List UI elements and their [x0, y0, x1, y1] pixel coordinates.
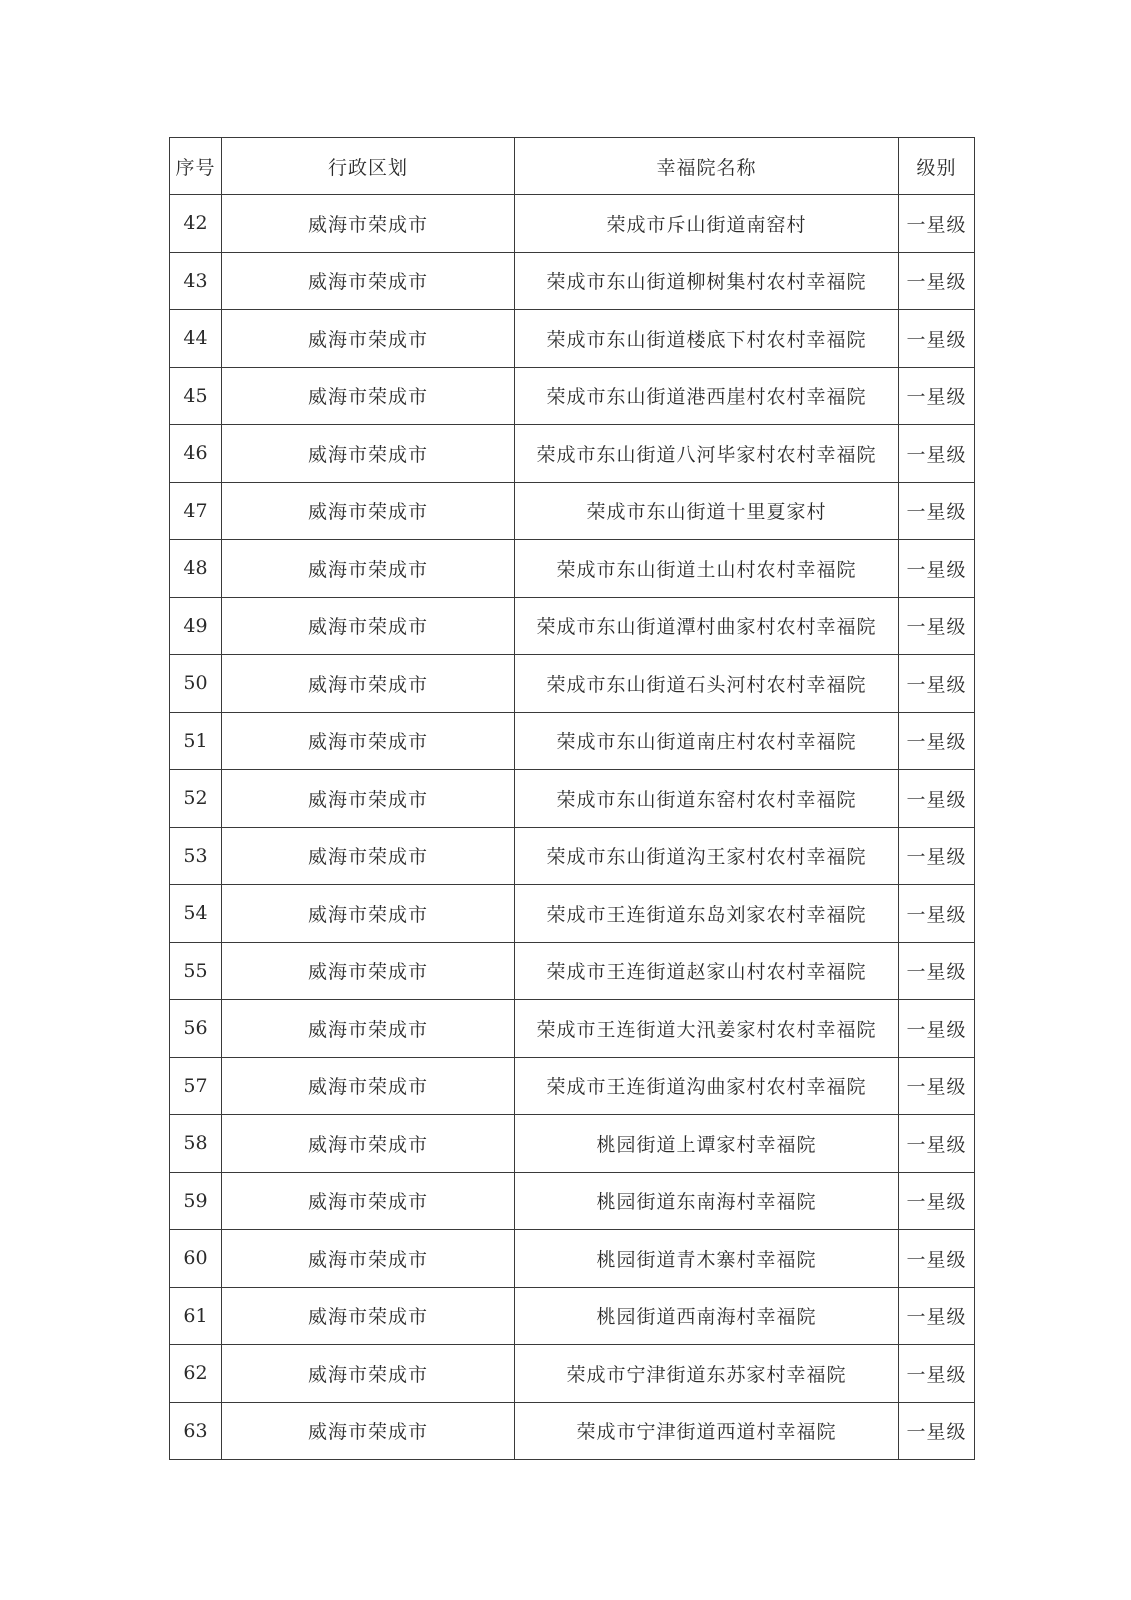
- table-row: [170, 195, 975, 253]
- cell-num: 58: [170, 1115, 222, 1173]
- cell-name: 荣成市王连街道赵家山村农村幸福院: [515, 942, 899, 1000]
- table-row: [170, 1345, 975, 1403]
- cell-name: 桃园街道东南海村幸福院: [515, 1172, 899, 1230]
- cell-level: 一星级: [899, 1402, 975, 1460]
- cell-num: 51: [170, 712, 222, 770]
- cell-num: 48: [170, 540, 222, 598]
- cell-level: 一星级: [899, 425, 975, 483]
- cell-region: 威海市荣成市: [222, 885, 515, 943]
- cell-name: 荣成市东山街道潭村曲家村农村幸福院: [515, 597, 899, 655]
- cell-name: 荣成市斥山街道南窑村: [515, 195, 899, 253]
- cell-region: 威海市荣成市: [222, 827, 515, 885]
- cell-region: 威海市荣成市: [222, 1172, 515, 1230]
- header-name: 幸福院名称: [515, 138, 899, 195]
- table-body: [170, 195, 975, 1460]
- table-row: [170, 1000, 975, 1058]
- table-row: [170, 425, 975, 483]
- table-row: [170, 367, 975, 425]
- table-row: [170, 712, 975, 770]
- cell-name: 荣成市王连街道大汛姜家村农村幸福院: [515, 1000, 899, 1058]
- table-row: [170, 252, 975, 310]
- cell-name: 桃园街道上谭家村幸福院: [515, 1115, 899, 1173]
- table-row: [170, 1230, 975, 1288]
- cell-region: 威海市荣成市: [222, 1345, 515, 1403]
- cell-num: 57: [170, 1057, 222, 1115]
- cell-num: 63: [170, 1402, 222, 1460]
- cell-region: 威海市荣成市: [222, 1230, 515, 1288]
- cell-region: 威海市荣成市: [222, 310, 515, 368]
- cell-num: 47: [170, 482, 222, 540]
- table-row: [170, 1172, 975, 1230]
- cell-level: 一星级: [899, 482, 975, 540]
- cell-name: 荣成市东山街道沟王家村农村幸福院: [515, 827, 899, 885]
- cell-level: 一星级: [899, 540, 975, 598]
- cell-region: 威海市荣成市: [222, 1000, 515, 1058]
- cell-region: 威海市荣成市: [222, 252, 515, 310]
- cell-level: 一星级: [899, 942, 975, 1000]
- cell-num: 54: [170, 885, 222, 943]
- table-row: [170, 540, 975, 598]
- table-header: [170, 138, 975, 195]
- cell-name: 荣成市东山街道东窑村农村幸福院: [515, 770, 899, 828]
- cell-region: 威海市荣成市: [222, 482, 515, 540]
- cell-name: 荣成市王连街道沟曲家村农村幸福院: [515, 1057, 899, 1115]
- cell-region: 威海市荣成市: [222, 770, 515, 828]
- cell-num: 55: [170, 942, 222, 1000]
- cell-level: 一星级: [899, 252, 975, 310]
- cell-level: 一星级: [899, 1115, 975, 1173]
- cell-region: 威海市荣成市: [222, 1057, 515, 1115]
- table-row: [170, 885, 975, 943]
- table-row: [170, 942, 975, 1000]
- table-row: [170, 1402, 975, 1460]
- cell-region: 威海市荣成市: [222, 540, 515, 598]
- cell-region: 威海市荣成市: [222, 1402, 515, 1460]
- table-row: [170, 827, 975, 885]
- table-row: [170, 655, 975, 713]
- cell-name: 荣成市东山街道柳树集村农村幸福院: [515, 252, 899, 310]
- welfare-home-table-container: [169, 137, 974, 1460]
- cell-region: 威海市荣成市: [222, 195, 515, 253]
- cell-region: 威海市荣成市: [222, 425, 515, 483]
- cell-region: 威海市荣成市: [222, 942, 515, 1000]
- cell-level: 一星级: [899, 827, 975, 885]
- table-row: [170, 482, 975, 540]
- table-row: [170, 1287, 975, 1345]
- cell-num: 42: [170, 195, 222, 253]
- header-level: 级别: [899, 138, 975, 195]
- table-row: [170, 1115, 975, 1173]
- cell-level: 一星级: [899, 1345, 975, 1403]
- cell-name: 荣成市宁津街道东苏家村幸福院: [515, 1345, 899, 1403]
- cell-level: 一星级: [899, 367, 975, 425]
- cell-name: 荣成市东山街道石头河村农村幸福院: [515, 655, 899, 713]
- cell-region: 威海市荣成市: [222, 655, 515, 713]
- cell-num: 46: [170, 425, 222, 483]
- cell-num: 56: [170, 1000, 222, 1058]
- cell-region: 威海市荣成市: [222, 1115, 515, 1173]
- cell-level: 一星级: [899, 195, 975, 253]
- cell-num: 62: [170, 1345, 222, 1403]
- cell-name: 荣成市东山街道土山村农村幸福院: [515, 540, 899, 598]
- cell-name: 荣成市宁津街道西道村幸福院: [515, 1402, 899, 1460]
- cell-level: 一星级: [899, 712, 975, 770]
- cell-name: 荣成市东山街道南庄村农村幸福院: [515, 712, 899, 770]
- cell-name: 桃园街道西南海村幸福院: [515, 1287, 899, 1345]
- cell-name: 荣成市东山街道八河毕家村农村幸福院: [515, 425, 899, 483]
- cell-region: 威海市荣成市: [222, 712, 515, 770]
- cell-region: 威海市荣成市: [222, 367, 515, 425]
- cell-region: 威海市荣成市: [222, 1287, 515, 1345]
- cell-level: 一星级: [899, 1172, 975, 1230]
- table-row: [170, 1057, 975, 1115]
- cell-name: 荣成市东山街道楼底下村农村幸福院: [515, 310, 899, 368]
- cell-name: 桃园街道青木寨村幸福院: [515, 1230, 899, 1288]
- header-region: 行政区划: [222, 138, 515, 195]
- cell-num: 43: [170, 252, 222, 310]
- table-row: [170, 770, 975, 828]
- cell-level: 一星级: [899, 770, 975, 828]
- cell-level: 一星级: [899, 597, 975, 655]
- cell-level: 一星级: [899, 885, 975, 943]
- cell-level: 一星级: [899, 1230, 975, 1288]
- cell-num: 50: [170, 655, 222, 713]
- cell-num: 44: [170, 310, 222, 368]
- cell-num: 53: [170, 827, 222, 885]
- cell-name: 荣成市王连街道东岛刘家农村幸福院: [515, 885, 899, 943]
- cell-level: 一星级: [899, 1000, 975, 1058]
- cell-region: 威海市荣成市: [222, 597, 515, 655]
- cell-level: 一星级: [899, 310, 975, 368]
- cell-level: 一星级: [899, 1057, 975, 1115]
- header-row: [170, 138, 975, 195]
- cell-num: 45: [170, 367, 222, 425]
- cell-num: 60: [170, 1230, 222, 1288]
- cell-num: 59: [170, 1172, 222, 1230]
- welfare-home-table: [169, 137, 975, 1460]
- cell-num: 49: [170, 597, 222, 655]
- cell-num: 61: [170, 1287, 222, 1345]
- cell-num: 52: [170, 770, 222, 828]
- cell-level: 一星级: [899, 655, 975, 713]
- cell-name: 荣成市东山街道港西崖村农村幸福院: [515, 367, 899, 425]
- cell-level: 一星级: [899, 1287, 975, 1345]
- header-num: 序号: [170, 138, 222, 195]
- table-row: [170, 310, 975, 368]
- cell-name: 荣成市东山街道十里夏家村: [515, 482, 899, 540]
- table-row: [170, 597, 975, 655]
